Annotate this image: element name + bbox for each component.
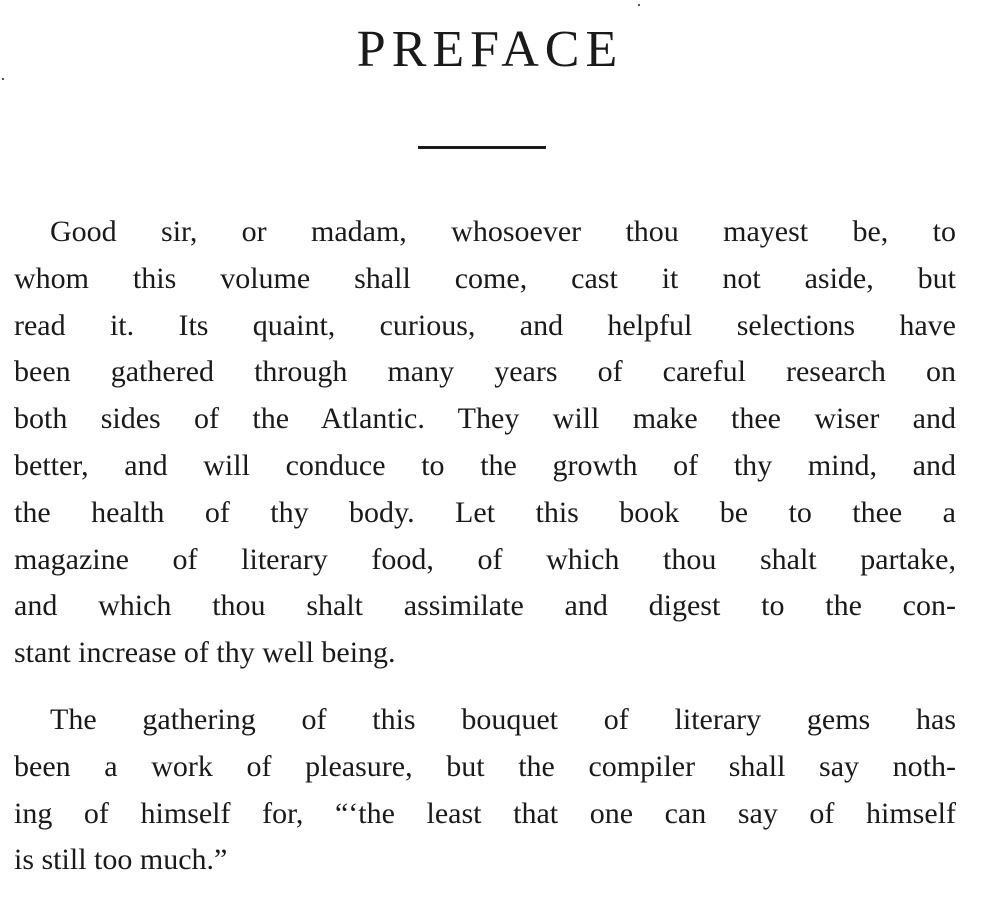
text-line: both sides of the Atlantic. They will make thee wiser and — [14, 402, 956, 436]
text-line: better, and will conduce to the growth of thy mind, and — [14, 448, 956, 482]
text-line: whom this volume shall come, cast it not aside, but — [14, 261, 956, 295]
text-line: been gathered through many years of careful research on — [14, 355, 956, 389]
text-line: magazine of literary food, of which thou shalt partake, — [14, 542, 956, 576]
print-speck — [638, 4, 640, 6]
text-line: the health of thy body. Let this book be to thee a — [14, 495, 956, 529]
page-title: PREFACE — [356, 21, 624, 78]
text-line: stant increase of thy well being. — [14, 636, 396, 670]
text-line: The gathering of this bouquet of literary gems has — [50, 703, 956, 736]
title-rule-divider — [418, 146, 546, 149]
text-line: Good sir, or madam, whosoever thou mayest be, to — [50, 215, 956, 248]
print-speck — [2, 78, 4, 80]
preface-paragraph-2 — [14, 697, 956, 884]
text-line: read it. Its quaint, curious, and helpful selections have — [14, 308, 956, 342]
text-line: been a work of pleasure, but the compiler shall say noth- — [14, 749, 956, 783]
text-line: ing of himself for, “‘the least that one can say of himself — [14, 796, 956, 830]
preface-paragraph-1 — [14, 209, 956, 677]
text-line: and which thou shalt assimilate and digest to the con- — [14, 589, 956, 623]
text-line: is still too much.” — [14, 843, 228, 877]
